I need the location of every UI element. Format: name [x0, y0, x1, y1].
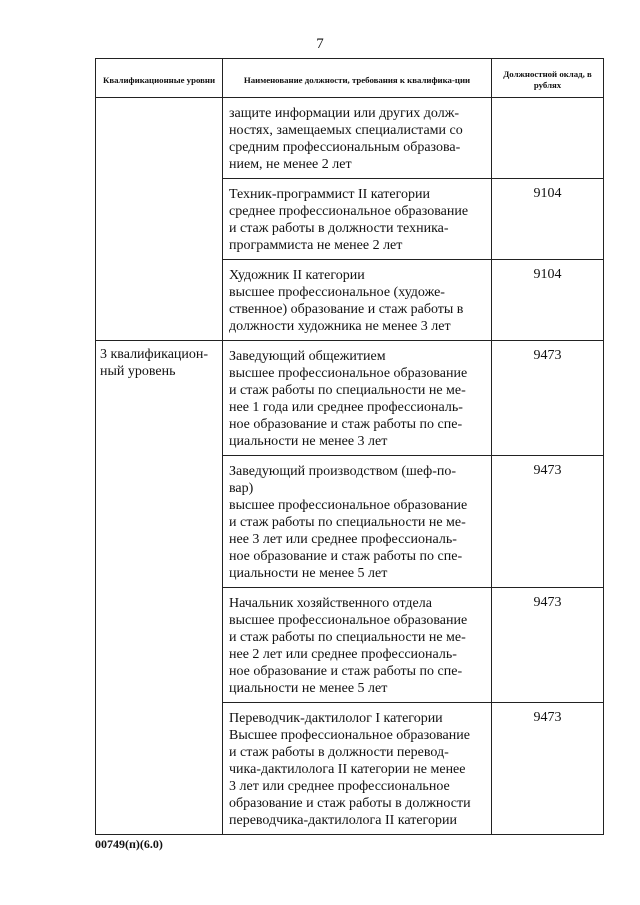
position-description: защите информации или других долж- ностях, замещаемых специалистами со средним профессиональным образова- нием, не менее 2 лет — [223, 98, 492, 179]
table-row — [96, 98, 604, 179]
salary-cell: 9104 — [492, 260, 604, 341]
salary-cell: 9473 — [492, 456, 604, 588]
table-header-row — [96, 59, 604, 98]
position-description: Заведующий производством (шеф-по- вар) высшее профессиональное образование и стаж работы по специальности не ме- нее 3 лет или среднее профессиональ- ное образование и стаж работы по спе- циальности не менее 5 лет — [223, 456, 492, 588]
level-cell: 3 квалификацион-ный уровень — [96, 341, 223, 835]
page-number: 7 — [316, 36, 324, 52]
position-description: Техник-программист II категории среднее профессиональное образование и стаж работы в должности техника- программиста не менее 2 лет — [223, 179, 492, 260]
header-salary: Должностной оклад, в рублях — [492, 59, 604, 98]
salary-cell — [492, 98, 604, 179]
salary-cell: 9473 — [492, 341, 604, 456]
salary-cell: 9104 — [492, 179, 604, 260]
position-description: Художник II категории высшее профессиональное (художе- ственное) образование и стаж работы в должности художника не менее 3 лет — [223, 260, 492, 341]
qualification-table — [95, 58, 604, 835]
document-code: 00749(п)(6.0) — [95, 837, 163, 851]
position-description: Заведующий общежитием высшее профессиональное образование и стаж работы по специальности не ме- нее 1 года или среднее профессиональ- ное образование и стаж работы по спе- циальности не менее 3 лет — [223, 341, 492, 456]
table-row — [96, 341, 604, 456]
header-position: Наименование должности, требования к квалифика-ции — [223, 59, 492, 98]
header-levels: Квалификационные уровни — [96, 59, 223, 98]
position-description: Начальник хозяйственного отдела высшее профессиональное образование и стаж работы по специальности не ме- нее 2 лет или среднее профессиональ- ное образование и стаж работы по спе- циальности не менее 5 лет — [223, 588, 492, 703]
salary-cell: 9473 — [492, 588, 604, 703]
salary-cell: 9473 — [492, 703, 604, 835]
position-description: Переводчик-дактилолог I категории Высшее профессиональное образование и стаж работы в должности перевод- чика-дактилолога II категории не менее 3 лет или среднее профессиональное образование и стаж работы в должности переводчика-дактилолога II категории — [223, 703, 492, 835]
level-cell — [96, 98, 223, 341]
